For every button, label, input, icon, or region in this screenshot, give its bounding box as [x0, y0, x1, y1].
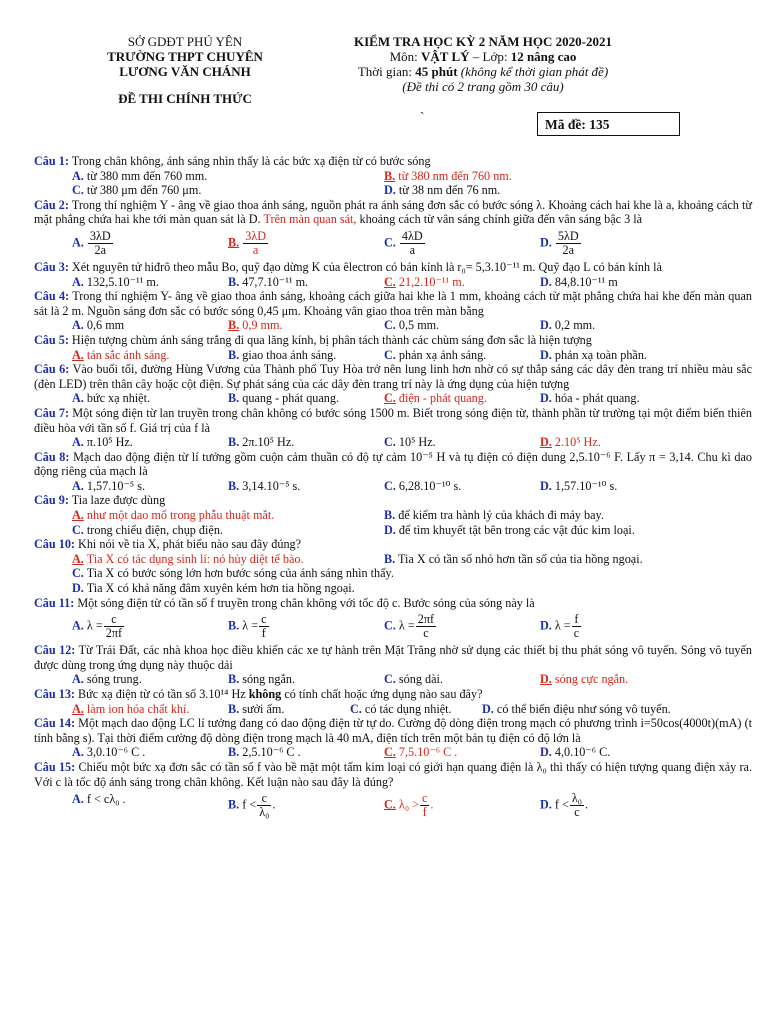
- subject-name: VẬT LÝ: [420, 49, 470, 64]
- option-text: 2.10⁵ Hz.: [554, 435, 601, 450]
- option-text: từ 380 μm đến 760 μm.: [86, 183, 202, 198]
- fraction-numerator: λ₀: [571, 791, 583, 806]
- answer-option: [228, 613, 384, 640]
- question-stem: [34, 493, 752, 508]
- answer-option: [540, 275, 696, 290]
- option-fraction: [556, 230, 581, 257]
- grade-sep: – Lớp:: [469, 49, 511, 64]
- question-stem: [34, 198, 752, 227]
- answer-option: [384, 318, 540, 333]
- answer-option: [72, 275, 228, 290]
- option-text: 21,2.10⁻¹¹ m.: [398, 274, 465, 289]
- option-text: tán sắc ánh sáng.: [86, 347, 170, 362]
- question-text: Từ Trái Đất, các nhà khoa học điều khiển các xe tự hành trên Mặt Trăng nhờ sử dụng các thiết bị thu phát sóng vô tuyến. Sóng vô tuyến được dùng trong ứng dụng này thuộc dải: [34, 643, 753, 672]
- question-text: Mạch dao động điện từ lí tưởng gồm cuộn cảm thuần có độ tự cảm 10⁻⁵ H và tụ điện có điện dung 2,5.10⁻⁶ F. Lấy π = 3,14. Chu kì dao động riêng của mạch là: [34, 449, 753, 479]
- questions-area: [34, 154, 752, 822]
- question-number: Câu 7:: [34, 405, 70, 420]
- option-fraction: [416, 613, 436, 640]
- question-stem: [34, 289, 752, 318]
- answer-option: [540, 613, 696, 640]
- fraction-numerator: c: [422, 791, 428, 806]
- option-text: 1,57.10⁻¹⁰ s.: [554, 478, 618, 493]
- answer-option: [72, 552, 384, 567]
- question-text-tail: khoảng cách từ vân sáng chính giữa đến vân sáng bậc 3 là: [356, 212, 643, 227]
- fraction-denominator: c: [574, 805, 580, 820]
- option-letter: C.: [72, 566, 84, 581]
- answer-option: [540, 792, 696, 819]
- option-letter: C.: [384, 274, 396, 289]
- question-number: Câu 2:: [34, 197, 69, 212]
- option-text: sóng cực ngắn.: [554, 672, 629, 687]
- option-suffix: .: [430, 797, 434, 812]
- answer-option: [540, 745, 696, 760]
- question-stem: [34, 450, 752, 479]
- answer-option: [384, 183, 696, 198]
- option-text: 0,5 mm.: [398, 318, 440, 333]
- option-letter: A.: [72, 478, 84, 493]
- option-letter: C.: [72, 183, 84, 198]
- option-text: Tia X có tác dụng sinh lí: nó hủy diệt tế bào.: [86, 551, 304, 566]
- answer-option: [72, 581, 696, 596]
- question-number: Câu 1:: [34, 154, 69, 168]
- fraction-numerator: c: [257, 792, 271, 806]
- option-letter: D.: [540, 478, 552, 493]
- option-suffix: .: [585, 797, 589, 812]
- exam-code-box: Mã đề: 135: [537, 112, 680, 136]
- option-letter: C.: [384, 745, 396, 760]
- answer-option: [228, 391, 384, 406]
- option-prefix: f < cλ₀ .: [86, 792, 126, 807]
- option-letter: A.: [72, 391, 84, 406]
- answer-options: [34, 435, 752, 450]
- question-text: Trong chân không, ánh sáng nhìn thấy là các bức xạ điện từ có bước sóng: [71, 154, 431, 168]
- option-letter: C.: [384, 672, 396, 687]
- answer-option: [540, 348, 696, 363]
- option-text: sóng trung.: [86, 672, 142, 687]
- option-letter: A.: [72, 347, 84, 362]
- fraction-denominator: f: [261, 626, 266, 641]
- option-letter: A.: [72, 792, 84, 807]
- answer-option: [540, 479, 696, 494]
- option-text: 2π.10⁵ Hz.: [242, 435, 295, 450]
- question-stem: [34, 596, 752, 611]
- answer-options: [34, 318, 752, 333]
- fraction-numerator: 5λD: [557, 228, 579, 243]
- stray-mark: `: [420, 109, 425, 124]
- option-text: 10⁵ Hz.: [398, 435, 436, 450]
- option-letter: C.: [72, 522, 84, 537]
- answer-option: [384, 672, 540, 687]
- option-prefix: λ =: [398, 618, 415, 633]
- answer-options: [34, 169, 752, 198]
- answer-option: [72, 391, 228, 406]
- option-letter: C.: [384, 618, 396, 633]
- option-text: bức xạ nhiệt.: [86, 391, 151, 406]
- option-text: 3,0.10⁻⁶ C .: [86, 745, 146, 760]
- fraction-denominator: 2a: [562, 242, 575, 257]
- option-text: từ 38 nm đến 76 nm.: [398, 183, 501, 198]
- option-letter: B.: [384, 551, 396, 566]
- option-letter: C.: [384, 478, 396, 493]
- option-letter: B.: [228, 347, 240, 362]
- question-stem: [34, 643, 752, 672]
- option-suffix: .: [272, 797, 276, 812]
- option-text: có thể biến điệu như sóng vô tuyến.: [496, 701, 671, 716]
- fraction-denominator: λ₀: [259, 805, 270, 820]
- question-text: Tia laze được dùng: [71, 493, 166, 508]
- answer-option: [540, 672, 696, 687]
- option-letter: A.: [72, 672, 84, 687]
- option-text: Tia X có bước sóng lớn hơn bước sóng của ánh sáng nhìn thấy.: [86, 566, 394, 581]
- answer-option: [384, 523, 696, 538]
- option-letter: D.: [540, 672, 552, 687]
- fraction-denominator: c: [423, 626, 429, 641]
- option-letter: C.: [384, 391, 396, 406]
- question-stem: [34, 260, 752, 275]
- answer-option: [350, 702, 482, 717]
- option-fraction: [400, 230, 425, 257]
- option-text: 4,0.10⁻⁶ C.: [554, 745, 611, 760]
- question-text: Vào buổi tối, đường Hùng Vương của Thành phố Tuy Hòa trở nên lung linh hơn nhờ có sự thắp sáng các dây đèn trang trí nhiều màu sắc (đèn LED) trên thân cây hoặc cột điện. Sự phát sáng của các dây đèn trang trí này là ứng dụng của hiện tượng: [34, 362, 753, 391]
- question-number: Câu 3:: [34, 259, 69, 274]
- question-stem: [34, 537, 752, 552]
- header-exam-block: [318, 34, 648, 94]
- option-text: 47,7.10⁻¹¹ m.: [242, 274, 309, 289]
- option-text: như một dao mổ trong phẫu thuật mắt.: [86, 508, 275, 523]
- answer-option: [228, 745, 384, 760]
- option-text: trong chiếu điện, chụp điện.: [86, 522, 223, 537]
- answer-option: [384, 613, 540, 640]
- header-dept: SỞ GDĐT PHÚ YÊN: [127, 34, 243, 49]
- answer-options: [34, 702, 752, 717]
- fraction-numerator: 3λD: [245, 228, 267, 243]
- question-text: Một sóng điện từ có tần số f truyền trong chân không với tốc độ c. Bước sóng của sóng này là: [77, 595, 535, 610]
- option-prefix: λ =: [86, 618, 103, 633]
- answer-option: [228, 672, 384, 687]
- question-stem: [34, 333, 752, 348]
- answer-option: [72, 318, 228, 333]
- option-letter: B.: [228, 274, 240, 289]
- option-text: sóng ngắn.: [242, 672, 296, 687]
- answer-option: [228, 479, 384, 494]
- answer-option: [540, 318, 696, 333]
- option-prefix: λ =: [242, 618, 259, 633]
- answer-option: [72, 745, 228, 760]
- option-letter: C.: [384, 797, 396, 812]
- option-letter: B.: [384, 168, 396, 183]
- question-text: Xét nguyên tử hiđrô theo mẫu Bo, quỹ đạo dừng K của êlectron có bán kính là r₀= 5,3.10⁻¹¹ m. Quỹ đạo L có bán kính là: [71, 259, 662, 274]
- option-letter: A.: [72, 551, 84, 566]
- option-text: 1,57.10⁻⁵ s.: [86, 478, 145, 493]
- question-number: Câu 14:: [34, 716, 76, 731]
- answer-options: [34, 227, 752, 260]
- option-fraction: [420, 792, 429, 819]
- option-letter: B.: [228, 701, 240, 716]
- option-text: 84,8.10⁻¹¹ m: [554, 274, 618, 289]
- question-number: Câu 4:: [34, 289, 70, 304]
- answer-option: [384, 745, 540, 760]
- answer-option: [72, 613, 228, 640]
- answer-option: [72, 230, 228, 257]
- option-letter: B.: [228, 672, 240, 687]
- option-text: từ 380 mm đến 760 mm.: [86, 168, 208, 183]
- answer-options: [34, 745, 752, 760]
- option-prefix: λ₀ >: [398, 797, 419, 812]
- time-prefix: Thời gian:: [357, 64, 416, 79]
- answer-option: [384, 508, 696, 523]
- time-note: (không kể thời gian phát đề): [457, 64, 609, 79]
- option-prefix: f <: [242, 797, 257, 812]
- answer-option: [384, 275, 540, 290]
- answer-option: [228, 435, 384, 450]
- answer-option: [72, 169, 384, 184]
- option-text: quang - phát quang.: [242, 391, 340, 406]
- fraction-denominator: c: [573, 626, 580, 641]
- option-letter: D.: [384, 522, 396, 537]
- question-text-emphasis: không: [248, 687, 282, 701]
- answer-option: [72, 508, 384, 523]
- answer-option: [72, 479, 228, 494]
- answer-option: [384, 552, 696, 567]
- question-text-highlight: Trên màn quan sát,: [263, 212, 357, 227]
- fraction-numerator: 4λD: [401, 228, 423, 243]
- option-letter: A.: [72, 235, 84, 250]
- option-fraction: [243, 230, 268, 257]
- fraction-numerator: c: [261, 612, 267, 627]
- option-letter: D.: [540, 318, 552, 333]
- option-fraction: [88, 230, 113, 257]
- answer-option: [384, 169, 696, 184]
- option-letter: D.: [540, 347, 552, 362]
- answer-option: [384, 479, 540, 494]
- answer-option: [228, 275, 384, 290]
- answer-option: [540, 391, 696, 406]
- option-letter: B.: [228, 618, 240, 633]
- option-letter: D.: [540, 745, 552, 760]
- option-letter: A.: [72, 274, 84, 289]
- answer-option: [72, 348, 228, 363]
- option-text: 132,5.10⁻¹¹ m.: [86, 274, 159, 289]
- question-number: Câu 5:: [34, 332, 69, 347]
- official-exam-label: ĐỀ THI CHÍNH THỨC: [118, 91, 252, 106]
- pages-note: (Đề thi có 2 trang gồm 30 câu): [402, 79, 564, 94]
- option-text: 7,5.10⁻⁶ C .: [398, 745, 458, 760]
- question-stem: [34, 687, 752, 702]
- question-number: Câu 15:: [34, 759, 76, 774]
- question-number: Câu 10:: [34, 537, 75, 552]
- option-fraction: [572, 613, 581, 640]
- option-prefix: f <: [554, 797, 569, 812]
- answer-options: [34, 672, 752, 687]
- option-text: Tia X có tần số nhỏ hơn tần số của tia hồng ngoại.: [398, 551, 643, 566]
- header-school-line2: LƯƠNG VĂN CHÁNH: [119, 64, 251, 79]
- option-letter: B.: [228, 391, 240, 406]
- option-letter: D.: [540, 235, 552, 250]
- option-text: 0,9 mm.: [242, 318, 283, 333]
- option-prefix: λ =: [554, 618, 571, 633]
- option-letter: D.: [72, 581, 84, 596]
- option-letter: B.: [384, 508, 396, 523]
- answer-option: [72, 702, 228, 717]
- option-text: 0,2 mm.: [554, 318, 596, 333]
- fraction-denominator: 2a: [94, 242, 107, 257]
- answer-option: [384, 792, 540, 819]
- fraction-numerator: f: [572, 613, 581, 627]
- question-text: Một sóng điện từ lan truyền trong chân không có bước sóng 1500 m. Biết trong sóng điện từ, thành phần từ trường tại một điểm biến thiên điều hòa với tần số f. Giá trị của f là: [34, 405, 752, 435]
- exam-title: KIỂM TRA HỌC KỲ 2 NĂM HỌC 2020-2021: [354, 34, 612, 49]
- question-text: Một mạch dao động LC lí tưởng đang có dao động điện từ tự do. Cường độ dòng điện trong mạch có phương trình i=50cos(4000t)(mA) (t tính bằng s). Tại thời điểm cường độ dòng điện trong mạch là 40 mA, điện tích trên một bản tụ điện có độ lớn là: [34, 716, 753, 745]
- option-text: 3,14.10⁻⁵ s.: [242, 478, 301, 493]
- option-text: sóng dài.: [398, 672, 443, 687]
- answer-option: [72, 566, 696, 581]
- option-text: giao thoa ánh sáng.: [242, 347, 337, 362]
- option-letter: A.: [72, 701, 84, 716]
- option-letter: B.: [228, 745, 240, 760]
- option-letter: D.: [540, 618, 552, 633]
- answer-option: [482, 702, 768, 717]
- option-fraction: [259, 613, 268, 640]
- option-text: 2,5.10⁻⁶ C .: [242, 745, 301, 760]
- option-text: để tìm khuyết tật bên trong các vật đúc kim loại.: [398, 522, 635, 537]
- option-letter: B.: [228, 478, 240, 493]
- option-fraction: [570, 792, 584, 819]
- question-text: Chiếu một bức xạ đơn sắc có tần số f vào bề mặt một tấm kim loại có giới hạn quang điện là λ₀ thì thấy có hiện tượng quang điện xảy ra. Với c là tốc độ ánh sáng trong chân không. Kết luận nào sau đây là đúng?: [34, 759, 753, 789]
- question-number: Câu 11:: [34, 595, 75, 610]
- option-text: 6,28.10⁻¹⁰ s.: [398, 478, 462, 493]
- fraction-numerator: 3λD: [89, 228, 111, 243]
- option-letter: C.: [384, 435, 396, 450]
- fraction-numerator: 2πf: [417, 612, 435, 627]
- answer-options: [34, 508, 752, 537]
- option-text: có tác dụng nhiệt.: [364, 701, 452, 716]
- option-fraction: [257, 792, 271, 819]
- question-stem: [34, 362, 752, 391]
- fraction-numerator: c: [104, 613, 124, 627]
- question-text: Khi nói về tia X, phát biểu nào sau đây đúng?: [78, 537, 302, 552]
- question-stem: [34, 716, 752, 745]
- option-letter: A.: [72, 745, 84, 760]
- answer-option: [72, 792, 228, 819]
- answer-option: [384, 435, 540, 450]
- fraction-denominator: f: [422, 805, 427, 820]
- option-letter: A.: [72, 508, 84, 523]
- option-letter: D.: [540, 797, 552, 812]
- answer-option: [228, 792, 384, 819]
- option-text: π.10⁵ Hz.: [86, 435, 133, 450]
- question-number: Câu 12:: [34, 643, 76, 658]
- option-text: làm ion hóa chất khí.: [86, 701, 190, 716]
- grade-name: 12 nâng cao: [510, 49, 577, 64]
- question-stem: [34, 760, 752, 789]
- answer-option: [72, 183, 384, 198]
- option-letter: A.: [72, 618, 84, 633]
- option-letter: B.: [228, 235, 240, 250]
- option-letter: B.: [228, 318, 240, 333]
- answer-option: [228, 230, 384, 257]
- option-letter: D.: [482, 701, 494, 716]
- answer-option: [540, 230, 696, 257]
- option-text: để kiểm tra hành lý của khách đi máy bay.: [398, 508, 604, 523]
- question-text: Trong thí nghiệm Y- âng về giao thoa ánh sáng, khoảng cách giữa hai khe là 1 mm, khoảng cách từ mặt phẳng chứa hai khe đến màn quan sát là 2 m. Nguồn sáng đơn sắc có bước sóng 0,45 μm. Khoảng vân giao thoa trên màn bằng: [34, 289, 752, 318]
- question-number: Câu 9:: [34, 493, 69, 508]
- fraction-denominator: 2πf: [105, 626, 123, 641]
- option-letter: C.: [384, 318, 396, 333]
- answer-option: [384, 391, 540, 406]
- option-fraction: [104, 613, 124, 640]
- option-letter: D.: [540, 435, 552, 450]
- option-letter: A.: [72, 435, 84, 450]
- option-text: từ 380 nm đến 760 nm.: [398, 168, 512, 183]
- time-value: 45 phút: [415, 64, 458, 79]
- answer-options: [34, 348, 752, 363]
- answer-option: [228, 318, 384, 333]
- option-letter: D.: [384, 183, 396, 198]
- question-text: Hiện tượng chùm ánh sáng trắng đi qua lăng kính, bị phân tách thành các chùm sáng đơn sắc là hiện tượng: [71, 332, 592, 347]
- option-text: Tia X có khả năng đâm xuyên kém hơn tia hồng ngoại.: [86, 581, 355, 596]
- option-text: phản xạ ánh sáng.: [398, 347, 487, 362]
- fraction-denominator: a: [409, 242, 416, 257]
- answer-option: [72, 672, 228, 687]
- time-line: [318, 64, 648, 79]
- answer-option: [384, 348, 540, 363]
- answer-option: [540, 435, 696, 450]
- fraction-denominator: a: [252, 242, 259, 257]
- option-text: điện - phát quang.: [398, 391, 487, 406]
- answer-option: [384, 230, 540, 257]
- option-letter: D.: [540, 274, 552, 289]
- question-text: Trong thí nghiệm Y - âng về giao thoa ánh sáng, nguồn phát ra ánh sáng đơn sắc có bước sóng λ. Khoảng cách hai khe là a, khoảng cách từ mặt phẳng chứa hai khe tới màn quan sát là D.: [34, 197, 753, 227]
- answer-options: [34, 610, 752, 643]
- question-text-tail: có tính chất hoặc ứng dụng nào sau đây?: [281, 687, 483, 701]
- option-text: hóa - phát quang.: [554, 391, 640, 406]
- option-letter: B.: [228, 435, 240, 450]
- answer-option: [228, 702, 350, 717]
- option-letter: B.: [228, 797, 240, 812]
- answer-option: [72, 523, 384, 538]
- question-number: Câu 8:: [34, 449, 70, 464]
- question-text: Bức xạ điện từ có tần số 3.10¹⁴ Hz: [78, 687, 249, 701]
- answer-options: [34, 552, 752, 596]
- option-text: 0,6 mm: [86, 318, 125, 333]
- option-letter: D.: [540, 391, 552, 406]
- option-letter: C.: [350, 701, 362, 716]
- answer-option: [72, 435, 228, 450]
- subject-prefix: Môn:: [389, 49, 421, 64]
- subject-line: [318, 49, 648, 64]
- option-letter: A.: [72, 168, 84, 183]
- question-stem: [34, 154, 752, 169]
- header-school-line1: TRƯỜNG THPT CHUYÊN: [107, 49, 263, 64]
- answer-options: [34, 789, 752, 822]
- option-text: phản xạ toàn phần.: [554, 347, 647, 362]
- question-number: Câu 6:: [34, 362, 70, 377]
- option-letter: C.: [384, 235, 396, 250]
- answer-option: [228, 348, 384, 363]
- header-school-block: [60, 34, 310, 106]
- answer-options: [34, 391, 752, 406]
- question-number: Câu 13:: [34, 687, 75, 701]
- answer-options: [34, 479, 752, 494]
- option-letter: C.: [384, 347, 396, 362]
- answer-options: [34, 275, 752, 290]
- option-text: sưởi ấm.: [242, 701, 285, 716]
- option-letter: A.: [72, 318, 84, 333]
- question-stem: [34, 406, 752, 435]
